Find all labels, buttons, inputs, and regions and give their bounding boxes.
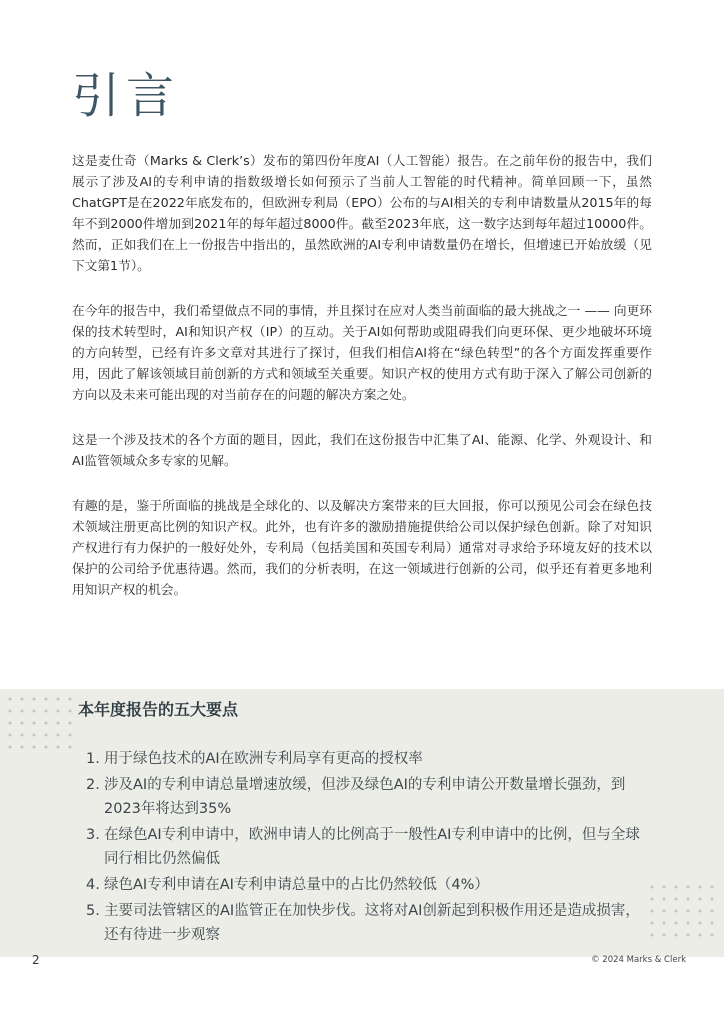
intro-paragraph-3: 这是一个涉及技术的各个方面的题目，因此，我们在这份报告中汇集了AI、能源、化学、外观设计、和AI监管领域众多专家的见解。 bbox=[72, 432, 652, 468]
key-point-text: 用于绿色技术的AI在欧洲专利局享有更高的授权率 bbox=[104, 751, 423, 767]
key-point-text: 主要司法管辖区的AI监管正在加快步伐。这将对AI创新起到积极作用还是造成损害，还有待进一步观察 bbox=[104, 903, 640, 943]
key-points-panel bbox=[0, 689, 724, 957]
intro-paragraph-2: 在今年的报告中，我们希望做点不同的事情，并且探讨在应对人类当前面临的最大挑战之一 —— 向更环保的技术转型时，AI和知识产权（IP）的互动。关于AI如何帮助或阻碍我们向更环保、更少地破坏环境的方向转型，已经有许多文章对其进行了探讨，但我们相信AI将在“绿色转型”的各个方面发挥重要作用，因此了解该领域目前创新的方式和领域至关重要。知识产权的使用方式有助于深入了解公司创新的方向以及未来可能出现的对当前存在的问题的解决方案之处。 bbox=[72, 303, 652, 402]
key-point-4 bbox=[86, 873, 642, 897]
key-point-number: 3. bbox=[86, 827, 100, 843]
intro-paragraph-1: 这是麦仕奇（Marks & Clerk’s）发布的第四份年度AI（人工智能）报告。在之前年份的报告中，我们展示了涉及AI的专利申请的指数级增长如何预示了当前人工智能的时代精神。简单回顾一下，虽然ChatGPT是在2022年底发布的，但欧洲专利局（EPO）公布的与AI相关的专利申请数量从2015年的每年不到2000件增加到2021年的每年超过8000件。截至2023年底，这一数字达到每年超过10000件。然而，正如我们在上一份报告中指出的，虽然欧洲的AI专利申请数量仍在增长，但增速已开始放缓（见下文第1节）。 bbox=[72, 153, 652, 273]
key-point-text: 绿色AI专利申请在AI专利申请总量中的占比仍然较低（4%） bbox=[104, 877, 489, 893]
key-points-list bbox=[86, 747, 642, 949]
key-point-2 bbox=[86, 773, 642, 821]
key-point-1 bbox=[86, 747, 642, 771]
key-point-text: 涉及AI的专利申请总量增速放缓，但涉及绿色AI的专利申请公开数量增长强劲，到2023年将达到35% bbox=[104, 777, 626, 817]
decorative-dot-grid-icon bbox=[4, 693, 76, 753]
key-points-title: 本年度报告的五大要点 bbox=[78, 700, 239, 719]
page-number: 2 bbox=[32, 953, 40, 967]
intro-paragraph-4: 有趣的是，鉴于所面临的挑战是全球化的、以及解决方案带来的巨大回报，你可以预见公司会在绿色技术领域注册更高比例的知识产权。此外，也有许多的激励措施提供给公司以保护绿色创新。除了对知识产权进行有力保护的一般好处外，专利局（包括美国和英国专利局）通常对寻求给予环境友好的技术以保护的公司给予优惠待遇。然而，我们的分析表明，在这一领域进行创新的公司，似乎还有着更多地利用知识产权的机会。 bbox=[72, 498, 652, 597]
intro-body bbox=[72, 150, 652, 624]
key-point-3 bbox=[86, 823, 642, 871]
page-title: 引言 bbox=[72, 68, 181, 124]
decorative-dot-grid-icon bbox=[646, 881, 720, 945]
key-point-number: 4. bbox=[86, 877, 100, 893]
key-point-5 bbox=[86, 899, 642, 947]
key-point-text: 在绿色AI专利申请中，欧洲申请人的比例高于一般性AI专利申请中的比例，但与全球同行相比仍然偏低 bbox=[104, 827, 640, 867]
copyright-notice: © 2024 Marks & Clerk bbox=[591, 955, 686, 965]
key-point-number: 2. bbox=[86, 777, 100, 793]
key-point-number: 5. bbox=[86, 903, 100, 919]
key-point-number: 1. bbox=[86, 751, 100, 767]
